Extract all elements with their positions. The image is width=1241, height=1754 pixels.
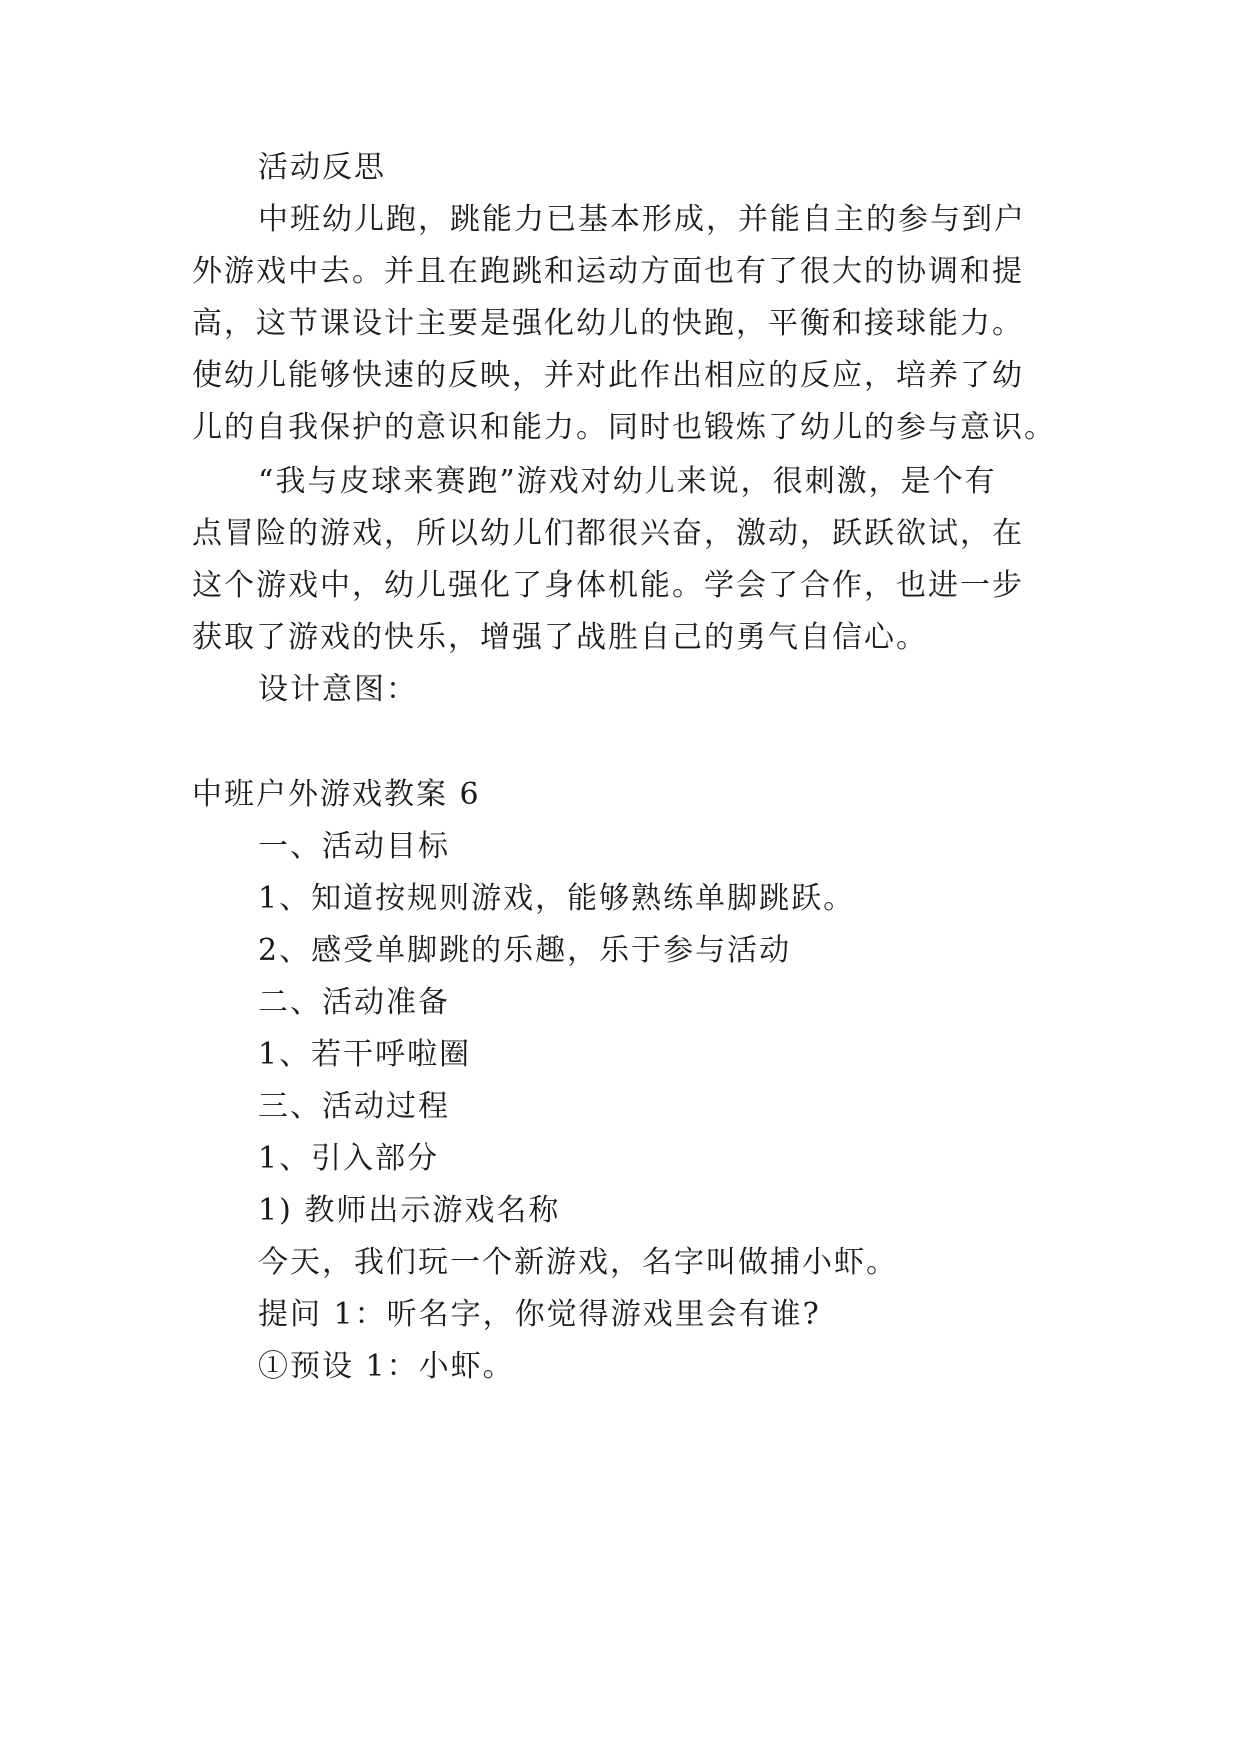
prep-item: 1、若干呼啦圈 xyxy=(258,1037,472,1072)
section-heading-reflection: 活动反思 xyxy=(258,150,386,185)
paragraph-line: 中班幼儿跑，跳能力已基本形成，并能自主的参与到户 xyxy=(258,202,1026,237)
prep-heading: 二、活动准备 xyxy=(258,985,450,1020)
paragraph-line: “我与皮球来赛跑”游戏对幼儿来说，很刺激，是个有 xyxy=(258,464,997,499)
paragraph-line: 外游戏中去。并且在跑跳和运动方面也有了很大的协调和提 xyxy=(192,254,1024,289)
process-text: 今天，我们玩一个新游戏，名字叫做捕小虾。 xyxy=(258,1245,898,1280)
process-subheading: 1、引入部分 xyxy=(258,1141,440,1176)
paragraph-line: 高，这节课设计主要是强化幼儿的快跑，平衡和接球能力。 xyxy=(192,306,1024,341)
process-step: 1) 教师出示游戏名称 xyxy=(258,1193,561,1228)
goal-item: 1、知道按规则游戏，能够熟练单脚跳跃。 xyxy=(258,881,856,916)
process-heading: 三、活动过程 xyxy=(258,1089,450,1124)
design-intent-label: 设计意图： xyxy=(258,672,418,707)
paragraph-line: 这个游戏中，幼儿强化了身体机能。学会了合作，也进一步 xyxy=(192,568,1024,603)
paragraph-line: 获取了游戏的快乐，增强了战胜自己的勇气自信心。 xyxy=(192,620,928,655)
paragraph-line: 点冒险的游戏，所以幼儿们都很兴奋，激动，跃跃欲试，在 xyxy=(192,516,1024,551)
goals-heading: 一、活动目标 xyxy=(258,829,450,864)
paragraph-line: 使幼儿能够快速的反映，并对此作出相应的反应，培养了幼 xyxy=(192,358,1024,393)
preset-answer: ①预设 1：小虾。 xyxy=(258,1349,515,1384)
paragraph-line: 儿的自我保护的意识和能力。同时也锻炼了幼儿的参与意识。 xyxy=(192,410,1056,445)
question-text: 提问 1：听名字，你觉得游戏里会有谁? xyxy=(258,1297,821,1332)
lesson-title: 中班户外游戏教案 6 xyxy=(192,777,481,812)
goal-item: 2、感受单脚跳的乐趣，乐于参与活动 xyxy=(258,933,792,968)
